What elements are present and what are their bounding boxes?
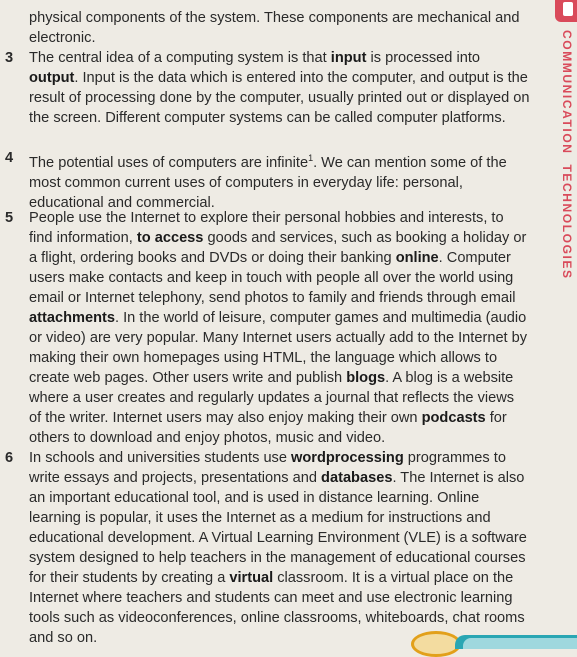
keyword: databases: [321, 470, 393, 486]
paragraph-number: 3: [5, 50, 14, 66]
side-label-word-1: COMMUNICATION: [560, 30, 574, 155]
decorative-corner: [455, 635, 577, 649]
text-run: . The Internet is also an important educational tool, and is used in distance learning. Online learning is popular, it uses the Internet as a medium for instructions and educational development. A Virtual Learning Environment (VLE) is a software system designed to help teachers in the management of educational courses for their students by creating a: [29, 470, 527, 586]
text-run: classroom. It is a virtual place on the Internet where teachers and students can meet and use electronic learning tools such as videoconferences, online classrooms, whiteboards, chat rooms and so on.: [29, 570, 525, 646]
keyword: output: [29, 70, 75, 86]
text-run: is processed into: [366, 50, 481, 66]
keyword: attachments: [29, 310, 115, 326]
tab-mark-icon: [563, 2, 573, 16]
section-side-label: [556, 30, 574, 280]
paragraph-number: 6: [5, 450, 14, 466]
text-run: for others to download and enjoy photos, music and video.: [29, 410, 507, 446]
text-run: . In the world of leisure, computer games and multimedia (audio or video) are very popular. Many Internet users actually add to the Internet by making their own homepages using HTML, the language which allows to create web pages. Other users write and publish: [29, 310, 528, 386]
decorative-oval: [411, 631, 461, 657]
keyword: wordprocessing: [291, 450, 404, 466]
footnote-ref: 1: [308, 153, 314, 163]
chapter-tab: [555, 0, 577, 22]
keyword: input: [330, 50, 367, 66]
text-run: . Computer users make contacts and keep in touch with people all over the world using email or Internet telephony, send photos to family and friends through email: [29, 250, 516, 306]
paragraph-text: [5, 148, 530, 213]
paragraph-4: [5, 148, 530, 213]
text-run: . A blog is a website where a user creates and regularly updates a journal that reflects the views of the writer. Internet users may also enjoy making their own: [29, 370, 515, 426]
paragraph-text: [5, 48, 530, 128]
side-label-word-2: TECHNOLOGIES: [560, 164, 574, 280]
keyword: online: [395, 250, 439, 266]
paragraph-number: 4: [5, 150, 14, 166]
text-run: goods and services, such as booking a holiday or a flight, ordering books and DVDs or doing their banking: [29, 230, 527, 266]
paragraph-number: 5: [5, 210, 14, 226]
keyword: blogs: [346, 370, 386, 386]
text-run: . Input is the data which is entered into the computer, and output is the result of processing done by the computer, usually printed out or displayed on the screen. Different computer systems can be called computer platforms.: [29, 70, 530, 126]
paragraph-3: [5, 48, 530, 128]
text-run: In schools and universities students use: [29, 450, 292, 466]
text-run: The central idea of a computing system is that: [29, 50, 331, 66]
text-run: People use the Internet to explore their personal hobbies and interests, to find information,: [29, 210, 504, 246]
paragraph-5: [5, 208, 530, 448]
text-run: The potential uses of computers are infinite: [29, 154, 309, 171]
paragraph-text: [5, 448, 530, 648]
keyword: podcasts: [421, 410, 486, 426]
text-run: . We can mention some of the most common current uses of computers in everyday life: personal, educational and commercial.: [29, 154, 507, 211]
paragraph-6: [5, 448, 530, 648]
paragraph-continued: physical components of the system. These components are mechanical and electronic.: [29, 10, 520, 46]
keyword: virtual: [229, 570, 274, 586]
text-run: programmes to write essays and projects, presentations and: [29, 450, 506, 486]
keyword: to access: [136, 230, 204, 246]
paragraph-text: [5, 208, 530, 448]
